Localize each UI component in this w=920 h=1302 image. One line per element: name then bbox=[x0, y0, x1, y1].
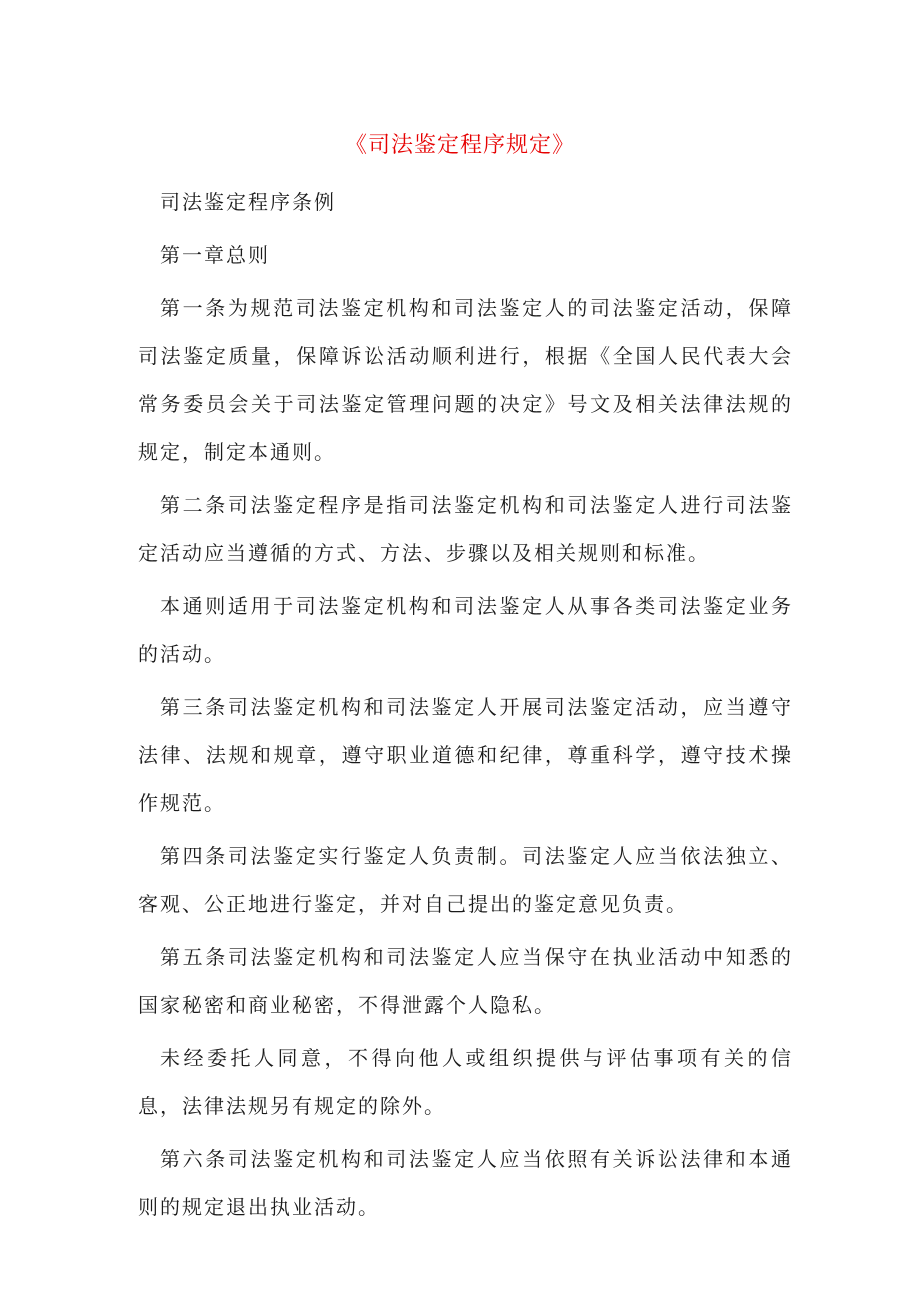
paragraph-article-4: 第四条司法鉴定实行鉴定人负责制。司法鉴定人应当依法独立、客观、公正地进行鉴定，并对自己提出的鉴定意见负责。 bbox=[138, 844, 793, 916]
paragraph-article-2-scope: 本通则适用于司法鉴定机构和司法鉴定人从事各类司法鉴定业务的活动。 bbox=[138, 594, 793, 666]
paragraph-article-5: 第五条司法鉴定机构和司法鉴定人应当保守在执业活动中知悉的国家秘密和商业秘密，不得泄露个人隐私。 bbox=[138, 945, 793, 1017]
document-body bbox=[138, 178, 793, 1236]
paragraph-article-1: 第一条为规范司法鉴定机构和司法鉴定人的司法鉴定活动，保障司法鉴定质量，保障诉讼活动顺利进行，根据《全国人民代表大会常务委员会关于司法鉴定管理问题的决定》号文及相关法律法规的规定，制定本通则。 bbox=[138, 296, 793, 464]
document-title: 《司法鉴定程序规定》 bbox=[344, 133, 575, 158]
paragraph-article-3: 第三条司法鉴定机构和司法鉴定人开展司法鉴定活动，应当遵守法律、法规和规章，遵守职业道德和纪律，尊重科学，遵守技术操作规范。 bbox=[138, 695, 793, 815]
paragraph-chapter-heading: 第一章总则 bbox=[160, 243, 270, 267]
paragraph-regulation-name: 司法鉴定程序条例 bbox=[160, 190, 336, 214]
paragraph-article-2: 第二条司法鉴定程序是指司法鉴定机构和司法鉴定人进行司法鉴定活动应当遵循的方式、方法、步骤以及相关规则和标准。 bbox=[138, 493, 793, 565]
paragraph-article-5-consent: 未经委托人同意，不得向他人或组织提供与评估事项有关的信息，法律法规另有规定的除外。 bbox=[138, 1046, 793, 1118]
paragraph-article-6: 第六条司法鉴定机构和司法鉴定人应当依照有关诉讼法律和本通则的规定退出执业活动。 bbox=[138, 1147, 793, 1219]
